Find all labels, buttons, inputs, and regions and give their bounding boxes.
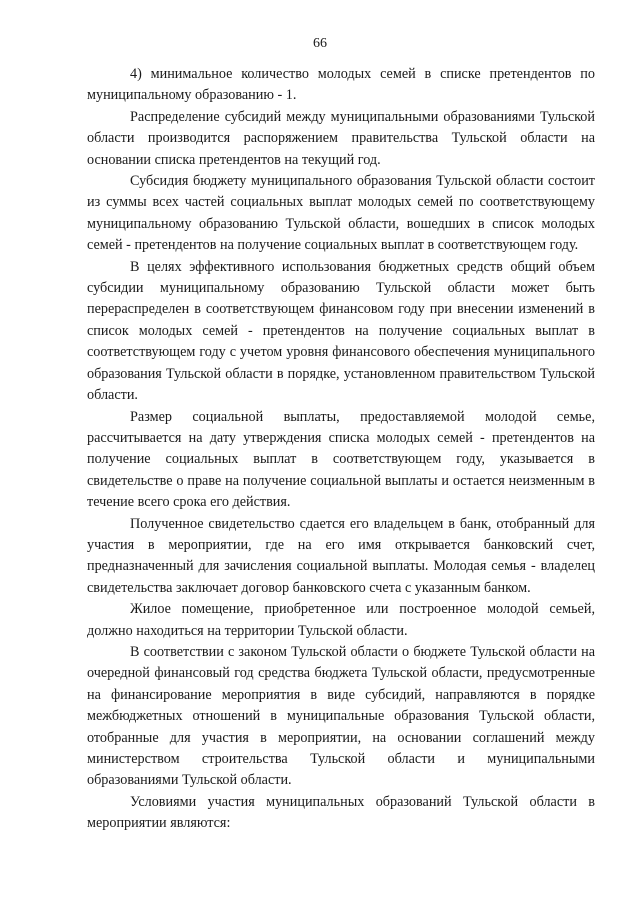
- document-body: [87, 64, 595, 835]
- paragraph: Размер социальной выплаты, предоставляемой молодой семье, рассчитывается на дату утверждения списка молодых семей - претендентов на получение социальных выплат в соответствующем году, указывается в свидетельстве о праве на получение социальной выплаты и остается неизменным в течение всего срока его действия.: [87, 408, 595, 511]
- paragraph: Субсидия бюджету муниципального образования Тульской области состоит из суммы всех частей социальных выплат молодых семей по соответствующему муниципальному образованию Тульской области, вошедших в список молодых семей - претендентов на получение социальных выплат в соответствующем году.: [87, 173, 595, 254]
- paragraph: Распределение субсидий между муниципальными образованиями Тульской области производится распоряжением правительства Тульской области на основании списка претендентов на текущий год.: [87, 108, 595, 168]
- page-number: 66: [313, 36, 327, 51]
- paragraph: В целях эффективного использования бюджетных средств общий объем субсидии муниципальному образованию Тульской области может быть перераспределен в соответствующем финансовом году при внесении изменений в список молодых семей - претендентов на получение социальных выплат в соответствующем году с учетом уровня финансового обеспечения муниципального образования Тульской области в порядке, установленном правительством Тульской области.: [87, 258, 595, 404]
- paragraph: Полученное свидетельство сдается его владельцем в банк, отобранный для участия в мероприятии, где на его имя открывается банковский счет, предназначенный для зачисления социальной выплаты. Молодая семья - владелец свидетельства заключает договор банковского счета с указанным банком.: [87, 515, 595, 596]
- paragraph: Условиями участия муниципальных образований Тульской области в мероприятии являются:: [87, 793, 595, 832]
- paragraph: В соответствии с законом Тульской области о бюджете Тульской области на очередной финансовый год средства бюджета Тульской области, предусмотренные на финансирование мероприятия в виде субсидий, направляются в порядке межбюджетных отношений в муниципальные образования Тульской области, отобранные для участия в мероприятии, на основании соглашений между министерством строительства Тульской области и муниципальными образованиями Тульской области.: [87, 643, 595, 789]
- paragraph: 4) минимальное количество молодых семей в списке претендентов по муниципальному образованию - 1.: [87, 66, 595, 104]
- paragraph: Жилое помещение, приобретенное или построенное молодой семьей, должно находиться на территории Тульской области.: [87, 601, 595, 639]
